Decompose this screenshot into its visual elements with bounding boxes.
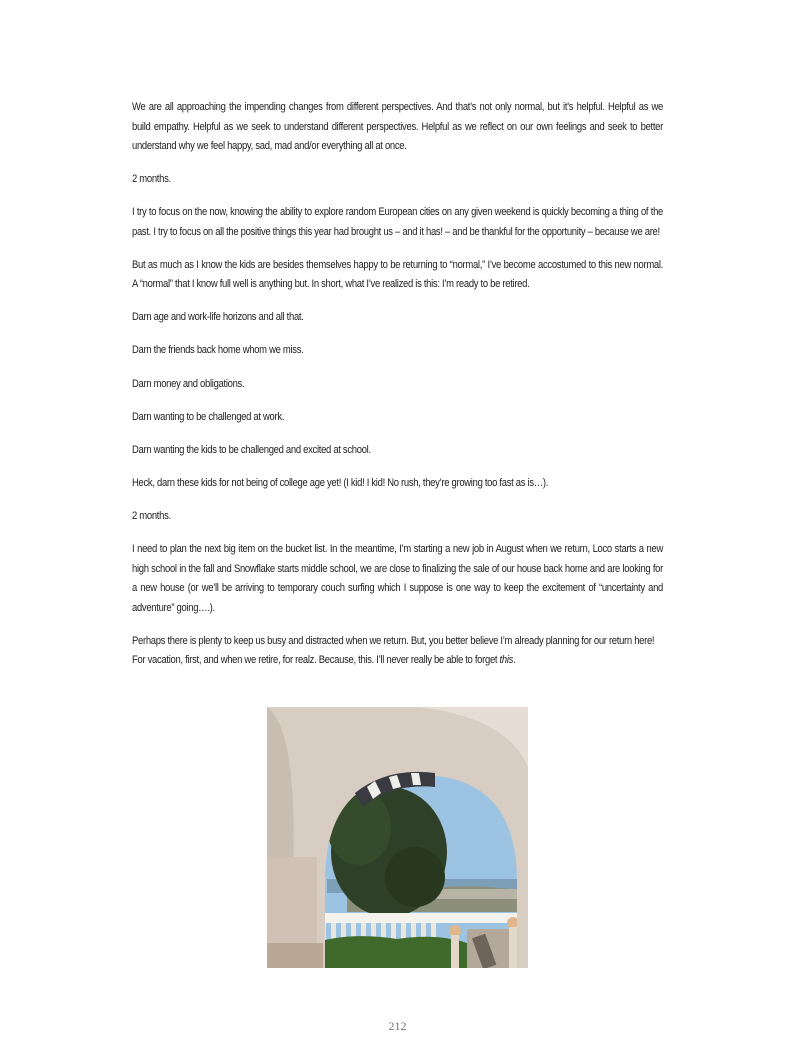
paragraph: Darn money and obligations. (132, 377, 245, 390)
paragraph: 2 months. (132, 509, 171, 522)
paragraph: I need to plan the next big item on the bucket list. In the meantime, I’m starting a new job in August when we return, Loco starts a new high school in the fall and Snowflake starts middle school, we are close to finalizing the sale of our house back home and are looking for a new house (or we’ll be arriving to temporary couch surfing which I suppose is one way to keep the excitement of “uncertainty and adventure” going….). (132, 543, 663, 614)
page-number: 212 (388, 1019, 407, 1033)
paragraph: Darn the friends back home whom we miss. (132, 344, 304, 357)
paragraph: But as much as I know the kids are besides themselves happy to be returning to “normal,” I’ve become accostumed to this new normal. A “normal” that I know full well is anything but. In short, what I’ve realized is this: I’m ready to be retired. (132, 258, 663, 291)
paragraph: Heck, darn these kids for not being of college age yet! (I kid! I kid! No rush, they’re growing too fast as is…). (132, 476, 549, 489)
emphasis-text: this (499, 654, 514, 667)
paragraph: We are all approaching the impending changes from different perspectives. And that’s not only normal, but it’s helpful. Helpful as we build empathy. Helpful as we seek to understand different perspectives. Helpful as we reflect on our own feelings and seek to better understand why we feel happy, sad, mad and/or everything all at once. (132, 101, 663, 152)
paragraph: I try to focus on the now, knowing the ability to explore random European cities on any given weekend is quickly becoming a thing of the past. I try to focus on all the positive things this year had brought us – and it has! – and be thankful for the opportunity – because we are! (132, 206, 663, 238)
arched-terrace-sea-view-photo (267, 707, 528, 968)
hedge-shape (307, 936, 467, 968)
paragraph: Darn wanting the kids to be challenged and excited at school. (132, 443, 371, 456)
balustrade-rail (307, 913, 528, 923)
closing-paragraph (132, 632, 663, 671)
paragraph: Darn age and work-life horizons and all that. (132, 311, 304, 324)
paragraph: 2 months. (132, 173, 171, 186)
body-text (132, 98, 663, 684)
closing-text: Perhaps there is plenty to keep us busy and distracted when we return. But, you better believe I’m already planning for our return here! For vacation, first, and when we retire, for realz. Because, this. I’ll never really be able to forget (132, 634, 655, 667)
paragraph: Darn wanting to be challenged at work. (132, 410, 285, 423)
closing-end: . (513, 654, 516, 667)
